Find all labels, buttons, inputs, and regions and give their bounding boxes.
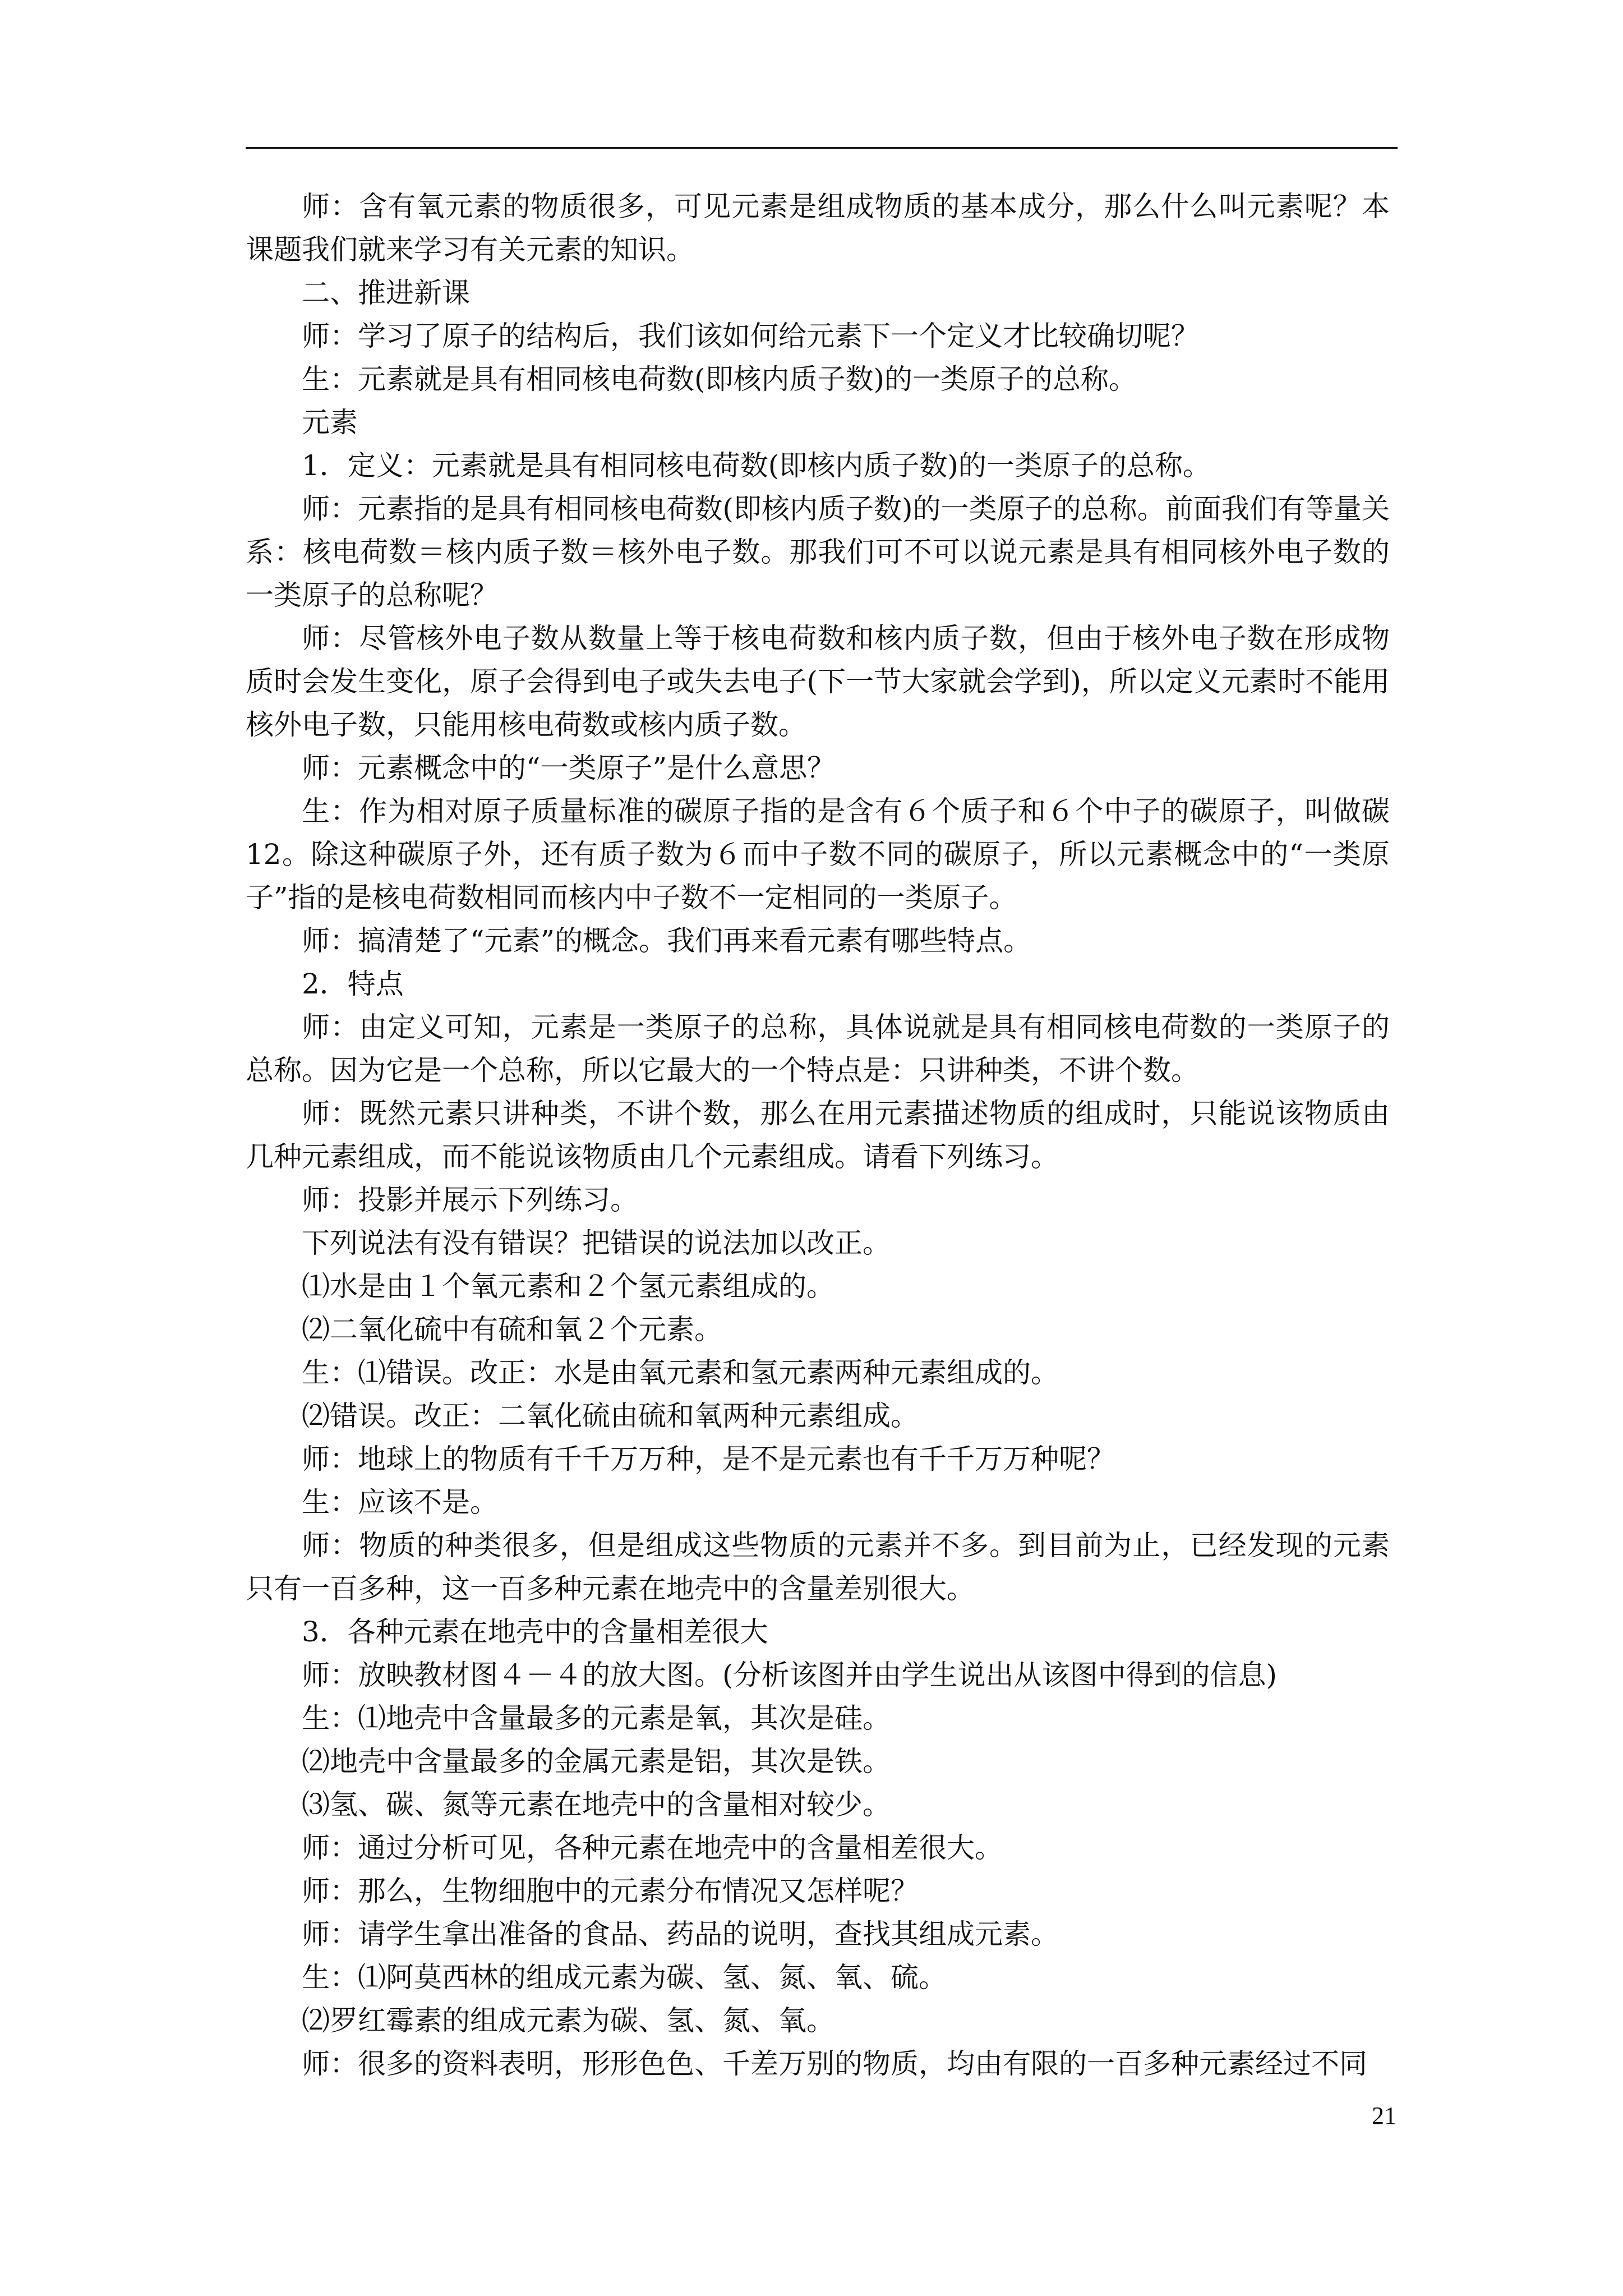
header-rule — [246, 147, 1398, 149]
paragraph: 师：投影并展示下列练习。 — [302, 1184, 638, 1216]
paragraph: 师：学习了原子的结构后，我们该如何给元素下一个定义才比较确切呢？ — [302, 320, 1199, 352]
paragraph: 师：元素指的是具有相同核电荷数(即核内质子数)的一类原子的总称。前面我们有等量关系：核电荷数＝核内质子数＝核外电子数。那我们可不可以说元素是具有相同核外电子数的一类原子的总称呢？ — [246, 493, 1390, 611]
paragraph: 师：那么，生物细胞中的元素分布情况又怎样呢？ — [302, 1875, 919, 1907]
paragraph: 生：应该不是。 — [302, 1486, 498, 1519]
section-heading: 二、推进新课 — [302, 277, 470, 309]
paragraph: 师：含有氧元素的物质很多，可见元素是组成物质的基本成分，那么什么叫元素呢？本课题我们就来学习有关元素的知识。 — [246, 190, 1390, 266]
paragraph: ⑶氢、碳、氮等元素在地壳中的含量相对较少。 — [302, 1788, 891, 1821]
paragraph: 师：请学生拿出准备的食品、药品的说明，查找其组成元素。 — [302, 1918, 1059, 1950]
exercise-item: ⑴水是由１个氧元素和２个氢元素组成的。 — [302, 1270, 834, 1303]
paragraph: 下列说法有没有错误？把错误的说法加以改正。 — [302, 1227, 891, 1259]
paragraph: 师：放映教材图４－４的放大图。(分析该图并由学生说出从该图中得到的信息) — [302, 1659, 1278, 1691]
paragraph: 师：物质的种类很多，但是组成这些物质的元素并不多。到目前为止，已经发现的元素只有一百多种，这一百多种元素在地壳中的含量差别很大。 — [246, 1529, 1390, 1605]
paragraph: 生：元素就是具有相同核电荷数(即核内质子数)的一类原子的总称。 — [302, 363, 1137, 395]
paragraph: 师：尽管核外电子数从数量上等于核电荷数和核内质子数，但由于核外电子数在形成物质时会发生变化，原子会得到电子或失去电子(下一节大家就会学到)，所以定义元素时不能用核外电子数，只能用核电荷数或核内质子数。 — [246, 622, 1390, 741]
paragraph: 师：很多的资料表明，形形色色、千差万别的物质，均由有限的一百多种元素经过不同 — [302, 2047, 1367, 2080]
paragraph: 师：元素概念中的“一类原子”是什么意思？ — [302, 752, 836, 784]
paragraph: 1．定义：元素就是具有相同核电荷数(即核内质子数)的一类原子的总称。 — [302, 449, 1211, 482]
body-text — [246, 185, 1390, 2086]
paragraph: ⑵罗红霉素的组成元素为碳、氢、氮、氧。 — [302, 2004, 834, 2037]
subsection-heading: 2．特点 — [302, 968, 404, 1000]
exercise-item: ⑵二氧化硫中有硫和氧２个元素。 — [302, 1313, 722, 1346]
paragraph: 生：⑴地壳中含量最多的元素是氧，其次是硅。 — [302, 1702, 891, 1734]
subsection-heading: 3．各种元素在地壳中的含量相差很大 — [302, 1616, 768, 1648]
paragraph: 生：⑴错误。改正：水是由氧元素和氢元素两种元素组成的。 — [302, 1356, 1059, 1389]
paragraph: ⑵地壳中含量最多的金属元素是铝，其次是铁。 — [302, 1745, 891, 1778]
subsection-heading: 元素 — [302, 406, 358, 439]
paragraph: 生：⑴阿莫西林的组成元素为碳、氢、氮、氧、硫。 — [302, 1961, 947, 1994]
paragraph: 师：搞清楚了“元素”的概念。我们再来看元素有哪些特点。 — [302, 924, 1032, 957]
paragraph: 师：既然元素只讲种类，不讲个数，那么在用元素描述物质的组成时，只能说该物质由几种元素组成，而不能说该物质由几个元素组成。请看下列练习。 — [246, 1097, 1390, 1173]
paragraph: 师：通过分析可见，各种元素在地壳中的含量相差很大。 — [302, 1832, 1003, 1864]
paragraph: 生：作为相对原子质量标准的碳原子指的是含有６个质子和６个中子的碳原子，叫做碳12。除这种碳原子外，还有质子数为６而中子数不同的碳原子，所以元素概念中的“一类原子”指的是核电荷数相同而核内中子数不一定相同的一类原子。 — [246, 795, 1390, 914]
paragraph: 师：地球上的物质有千千万万种，是不是元素也有千千万万种呢？ — [302, 1443, 1115, 1475]
paragraph: ⑵错误。改正：二氧化硫由硫和氧两种元素组成。 — [302, 1400, 919, 1432]
page-number: 21 — [1372, 2102, 1396, 2129]
paragraph: 师：由定义可知，元素是一类原子的总称，具体说就是具有相同核电荷数的一类原子的总称。因为它是一个总称，所以它最大的一个特点是：只讲种类，不讲个数。 — [246, 1011, 1390, 1087]
